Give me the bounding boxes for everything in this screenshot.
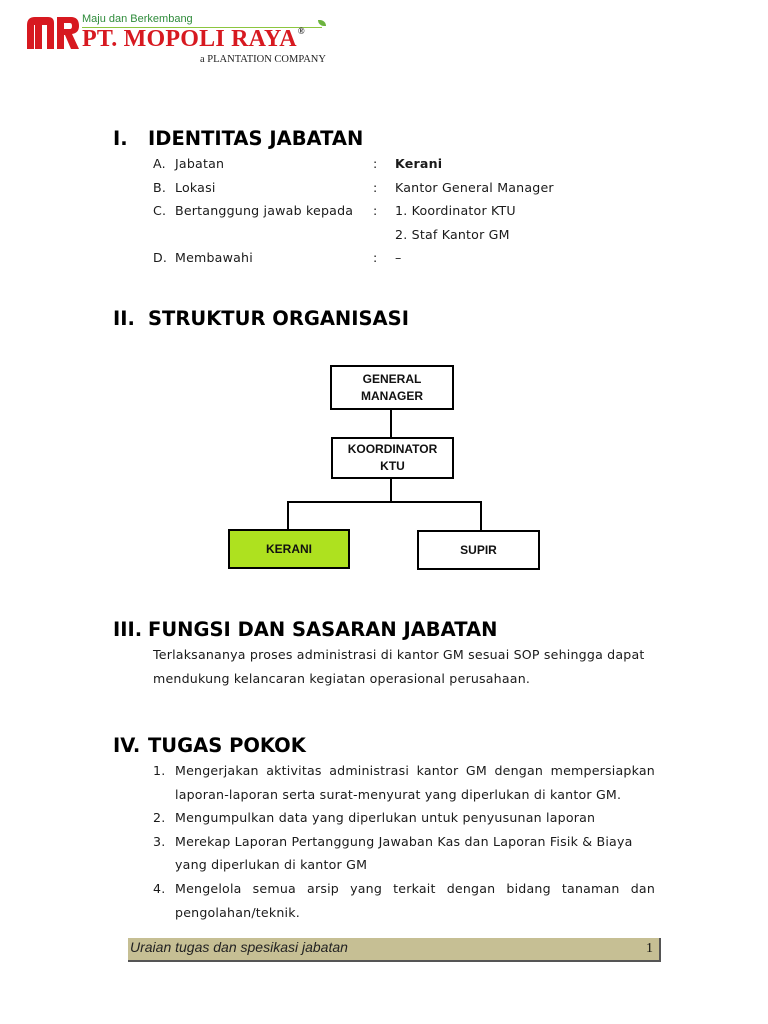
org-connector [390,479,392,502]
company-name: PT. MOPOLI RAYA® [82,26,305,52]
row-value-tanggung-jawab-1: 1. Koordinator KTU [395,203,516,218]
list-number: 1. [153,763,166,778]
list-item: Mengerjakan aktivitas administrasi kantor GM dengan mempersiapkan [175,763,655,778]
section-heading-fungsi: III. FUNGSI DAN SASARAN JABATAN [113,618,498,641]
company-logo-icon [26,16,80,50]
company-subtitle: a PLANTATION COMPANY [200,54,326,65]
company-tagline: Maju dan Berkembang [82,13,193,25]
row-letter: A. [153,156,166,171]
row-letter: B. [153,180,167,195]
row-value-membawahi: – [395,250,402,265]
row-colon: : [373,250,378,265]
row-value-jabatan: Kerani [395,156,443,171]
row-letter: C. [153,203,167,218]
fungsi-paragraph-line: Terlaksananya proses administrasi di kantor GM sesuai SOP sehingga dapat [153,647,645,662]
registered-mark: ® [297,26,305,36]
row-value-lokasi: Kantor General Manager [395,180,554,195]
row-colon: : [373,203,378,218]
section-heading-identitas: I. IDENTITAS JABATAN [113,127,364,150]
leaf-icon [318,20,326,26]
list-item: Merekap Laporan Pertanggung Jawaban Kas dan Laporan Fisik & Biaya [175,834,633,849]
org-box-general-manager: GENERAL MANAGER [330,365,454,410]
org-connector [480,501,482,530]
list-number: 4. [153,881,166,896]
list-item: Mengumpulkan data yang diperlukan untuk penyusunan laporan [175,810,596,825]
org-box-koordinator-ktu: KOORDINATOR KTU [331,437,454,479]
row-value-tanggung-jawab-2: 2. Staf Kantor GM [395,227,510,242]
list-item: yang diperlukan di kantor GM [175,857,368,872]
org-connector [390,410,392,437]
row-label: Lokasi [175,180,216,195]
org-box-supir: SUPIR [417,530,540,570]
section-heading-struktur: II. STRUKTUR ORGANISASI [113,307,409,330]
page-footer [128,938,661,962]
row-colon: : [373,180,378,195]
fungsi-paragraph-line: mendukung kelancaran kegiatan operasional perusahaan. [153,671,531,686]
org-connector [287,501,289,529]
org-box-kerani: KERANI [228,529,350,569]
footer-title: Uraian tugas dan spesikasi jabatan [130,939,348,955]
list-item: Mengelola semua arsip yang terkait dengan bidang tanaman dan [175,881,655,896]
list-item: pengolahan/teknik. [175,905,300,920]
org-connector [287,501,482,503]
list-item: laporan-laporan serta surat-menyurat yang diperlukan di kantor GM. [175,787,622,802]
list-number: 3. [153,834,166,849]
row-label: Membawahi [175,250,253,265]
list-number: 2. [153,810,166,825]
row-letter: D. [153,250,168,265]
page-number: 1 [646,941,653,956]
row-colon: : [373,156,378,171]
section-heading-tugas: IV. TUGAS POKOK [113,734,306,757]
row-label: Bertanggung jawab kepada [175,203,354,218]
row-label: Jabatan [175,156,225,171]
